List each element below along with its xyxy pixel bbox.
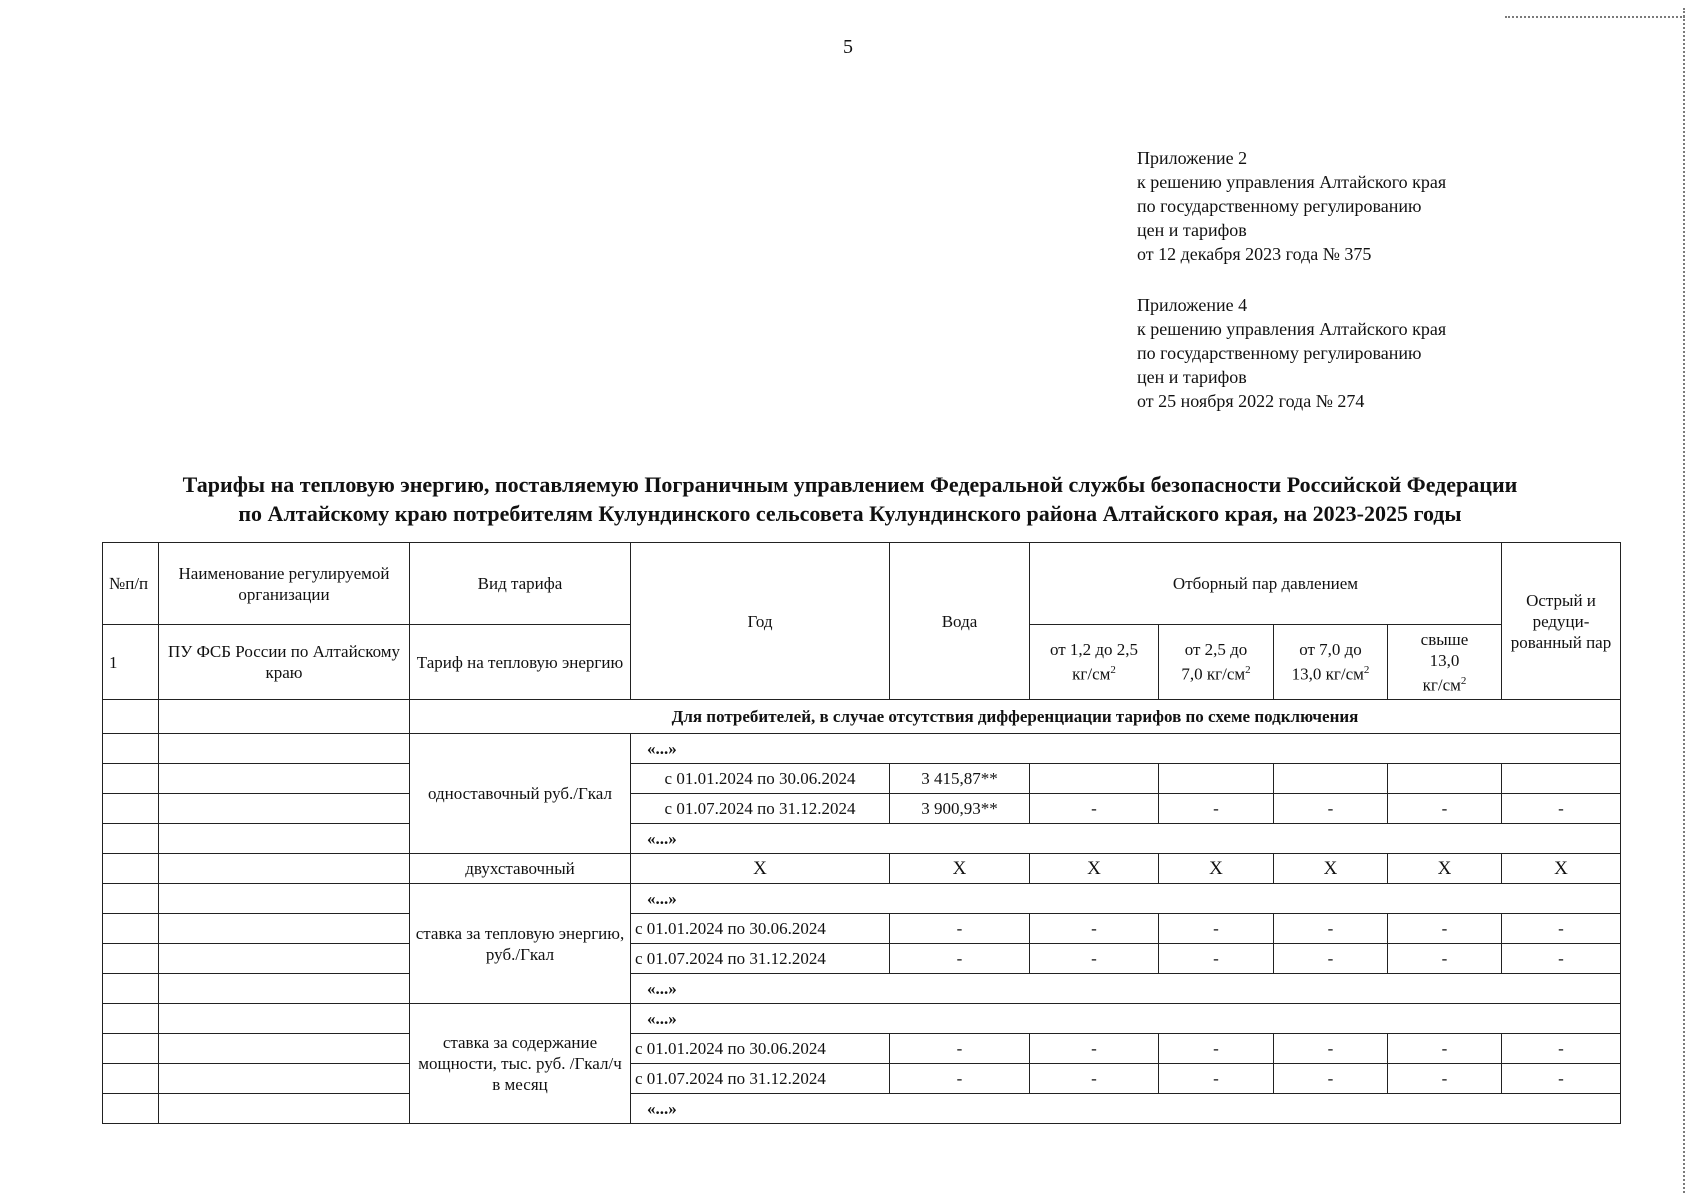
title-line-2: по Алтайскому краю потребителям Кулундинского сельсовета Кулундинского района Алтайского края, на 2023-2025 годы — [238, 501, 1462, 526]
dash-cell: - — [1388, 914, 1502, 944]
empty-cell — [103, 914, 159, 944]
organization-name: ПУ ФСБ России по Алтайскому краю — [159, 625, 410, 700]
header-pressure-3: от 7,0 до 13,0 $кг/см^2$ — [1274, 625, 1388, 700]
document-title — [80, 470, 1620, 528]
empty-cell — [103, 794, 159, 824]
dash-cell: - — [890, 1064, 1030, 1094]
dash-cell: - — [1502, 914, 1621, 944]
empty-cell — [159, 1064, 410, 1094]
x-cell: X — [1502, 854, 1621, 884]
dash-cell: - — [1502, 944, 1621, 974]
water-value: 3 900,93** — [890, 794, 1030, 824]
empty-cell — [1388, 764, 1502, 794]
scan-edge-right — [1683, 8, 1685, 1193]
header-tariff-type: Вид тарифа — [410, 543, 631, 625]
appendix-line: к решению управления Алтайского края — [1137, 172, 1447, 192]
dash-cell: - — [1274, 944, 1388, 974]
empty-cell — [103, 854, 159, 884]
empty-cell — [103, 734, 159, 764]
empty-cell — [159, 884, 410, 914]
empty-cell — [159, 700, 410, 734]
water-value: 3 415,87** — [890, 764, 1030, 794]
page-number: 5 — [843, 36, 853, 58]
appendix-line: Приложение 4 — [1137, 295, 1248, 315]
x-cell: X — [1030, 854, 1159, 884]
empty-cell — [1159, 764, 1274, 794]
header-org: Наименование регулируемой организации — [159, 543, 410, 625]
empty-cell — [103, 974, 159, 1004]
section-title: Для потребителей, в случае отсутствия дифференциации тарифов по схеме подключения — [410, 700, 1621, 734]
empty-cell — [103, 1064, 159, 1094]
empty-cell — [159, 1004, 410, 1034]
dash-cell: - — [1159, 794, 1274, 824]
dash-cell: - — [1274, 1064, 1388, 1094]
scan-edge-top — [1505, 16, 1685, 18]
empty-cell — [103, 700, 159, 734]
empty-cell — [1030, 764, 1159, 794]
dash-cell: - — [1274, 1034, 1388, 1064]
dash-cell: - — [1388, 944, 1502, 974]
empty-cell — [1502, 764, 1621, 794]
header-pressure-4: свыше 13,0 $кг/см^2$ — [1388, 625, 1502, 700]
empty-cell — [159, 974, 410, 1004]
header-num: №п/п — [103, 543, 159, 625]
empty-cell — [103, 944, 159, 974]
dash-cell: - — [1388, 1064, 1502, 1094]
empty-cell — [103, 764, 159, 794]
empty-cell — [103, 884, 159, 914]
empty-cell — [159, 734, 410, 764]
appendix-line: Приложение 2 — [1137, 148, 1248, 168]
dash-cell: - — [1502, 1034, 1621, 1064]
period-cell: с 01.01.2024 по 30.06.2024 — [631, 1034, 890, 1064]
dash-cell: - — [1030, 794, 1159, 824]
period-cell: с 01.07.2024 по 31.12.2024 — [631, 1064, 890, 1094]
dash-cell: - — [1030, 1034, 1159, 1064]
period-cell: с 01.01.2024 по 30.06.2024 — [631, 914, 890, 944]
dash-cell: - — [1159, 1034, 1274, 1064]
dash-cell: - — [890, 914, 1030, 944]
period-cell: с 01.07.2024 по 31.12.2024 — [631, 944, 890, 974]
empty-cell — [1274, 764, 1388, 794]
header-steam-group: Отборный пар давлением — [1030, 543, 1502, 625]
appendix-line: от 25 ноября 2022 года № 274 — [1137, 391, 1365, 411]
ellipsis-row: «...» — [631, 974, 1621, 1004]
empty-cell — [103, 824, 159, 854]
appendix-line: по государственному регулированию — [1137, 196, 1422, 216]
empty-cell — [159, 824, 410, 854]
ellipsis-row: «...» — [631, 1004, 1621, 1034]
x-cell: X — [1159, 854, 1274, 884]
dash-cell: - — [1274, 914, 1388, 944]
appendix-line: к решению управления Алтайского края — [1137, 319, 1447, 339]
dash-cell: - — [1388, 1034, 1502, 1064]
empty-cell — [159, 914, 410, 944]
dash-cell: - — [1030, 1064, 1159, 1094]
dash-cell: - — [1502, 794, 1621, 824]
tariff-name: Тариф на тепловую энергию — [410, 625, 631, 700]
ellipsis-row: «...» — [631, 734, 1621, 764]
appendix-line: по государственному регулированию — [1137, 343, 1422, 363]
header-pressure-2: от 2,5 до 7,0 $кг/см^2$ — [1159, 625, 1274, 700]
ellipsis-row: «...» — [631, 884, 1621, 914]
header-pressure-1: от 1,2 до 2,5 $кг/см^2$ — [1030, 625, 1159, 700]
dash-cell: - — [890, 1034, 1030, 1064]
dash-cell: - — [890, 944, 1030, 974]
header-sharp-steam: Острый и редуци-рованный пар — [1502, 543, 1621, 700]
dash-cell: - — [1030, 914, 1159, 944]
heat-rate-label: ставка за тепловую энергию, руб./Гкал — [410, 884, 631, 1004]
empty-cell — [159, 764, 410, 794]
empty-cell — [159, 944, 410, 974]
empty-cell — [159, 1094, 410, 1124]
dash-cell: - — [1388, 794, 1502, 824]
dash-cell: - — [1159, 1064, 1274, 1094]
dash-cell: - — [1030, 944, 1159, 974]
dash-cell: - — [1274, 794, 1388, 824]
empty-cell — [103, 1094, 159, 1124]
x-cell: X — [1388, 854, 1502, 884]
appendix-line: цен и тарифов — [1137, 220, 1247, 240]
capacity-rate-label: ставка за содержание мощности, тыс. руб. /Гкал/ч в месяц — [410, 1004, 631, 1124]
empty-cell — [159, 794, 410, 824]
ellipsis-row: «...» — [631, 1094, 1621, 1124]
header-water: Вода — [890, 543, 1030, 700]
period-cell: с 01.01.2024 по 30.06.2024 — [631, 764, 890, 794]
one-rate-label: одноставочный руб./Гкал — [410, 734, 631, 854]
appendix-line: цен и тарифов — [1137, 367, 1247, 387]
x-cell: X — [1274, 854, 1388, 884]
appendix-block-4 — [1137, 293, 1446, 413]
row-number: 1 — [103, 625, 159, 700]
appendix-block-2 — [1137, 146, 1446, 266]
dash-cell: - — [1159, 944, 1274, 974]
title-line-1: Тарифы на тепловую энергию, поставляемую Пограничным управлением Федеральной службы безопасности Российской Федерации — [182, 472, 1518, 497]
empty-cell — [159, 854, 410, 884]
two-rate-label: двухставочный — [410, 854, 631, 884]
dash-cell: - — [1502, 1064, 1621, 1094]
dash-cell: - — [1159, 914, 1274, 944]
period-cell: с 01.07.2024 по 31.12.2024 — [631, 794, 890, 824]
empty-cell — [103, 1034, 159, 1064]
header-year: Год — [631, 543, 890, 700]
tariff-table — [102, 542, 1621, 1124]
x-cell: X — [890, 854, 1030, 884]
empty-cell — [159, 1034, 410, 1064]
appendix-line: от 12 декабря 2023 года № 375 — [1137, 244, 1372, 264]
x-cell: X — [631, 854, 890, 884]
empty-cell — [103, 1004, 159, 1034]
ellipsis-row: «...» — [631, 824, 1621, 854]
